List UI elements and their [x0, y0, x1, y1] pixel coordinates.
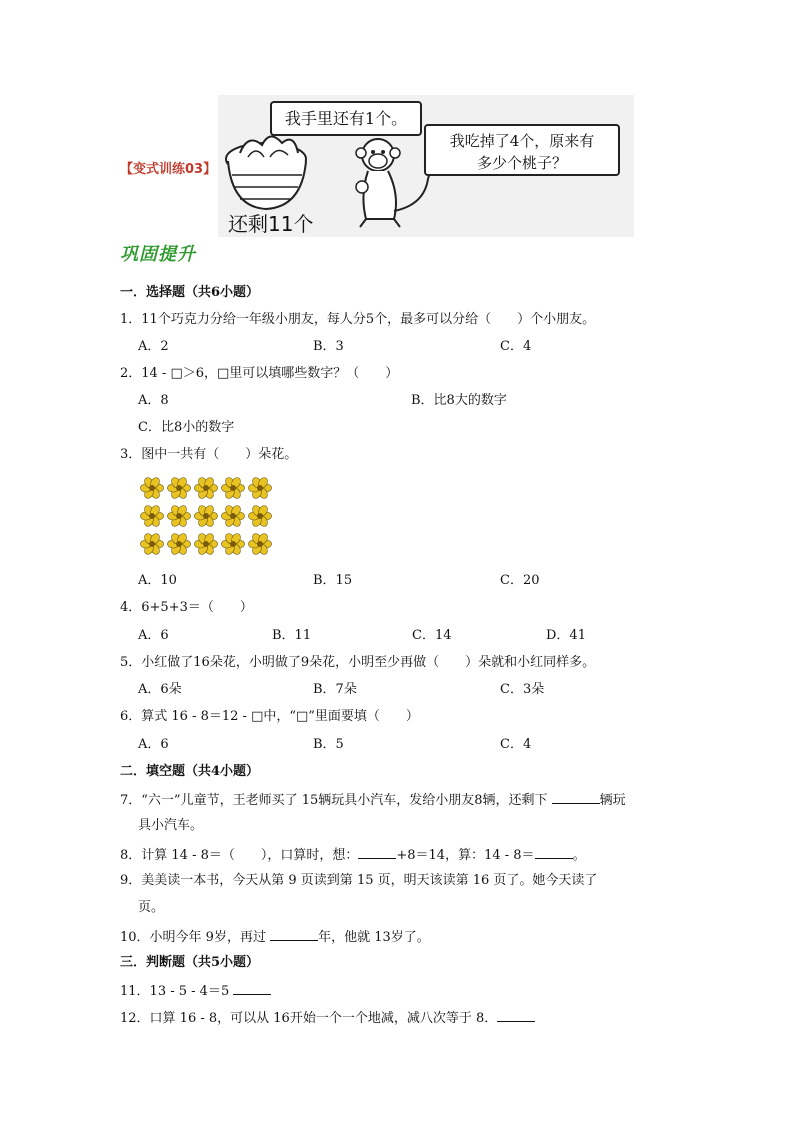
flower: [249, 476, 272, 500]
remain-caption: 还剩11个: [228, 212, 314, 236]
flower-grid: [138, 474, 278, 560]
q1-text: 1．11个巧克力分给一年级小朋友，每人分5个，最多可以分给（ ）个小朋友。: [120, 312, 596, 327]
variant-training-tag: 【变式训练03】: [120, 162, 217, 177]
q5-option-b[interactable]: B．7朵: [313, 682, 357, 697]
q8-blank-1[interactable]: [358, 846, 396, 859]
q2-option-a[interactable]: A．8: [138, 393, 169, 408]
q4-option-a[interactable]: A．6: [138, 628, 169, 643]
flower: [168, 504, 191, 528]
q11-answer-blank[interactable]: [233, 982, 271, 995]
section-heading: 巩固提升: [120, 244, 196, 265]
q6-option-c[interactable]: C．4: [500, 737, 532, 752]
q3-option-b[interactable]: B．15: [313, 573, 353, 588]
q8-blank-2[interactable]: [535, 846, 573, 859]
flower: [141, 532, 164, 556]
q12-answer-blank[interactable]: [497, 1009, 535, 1022]
flower: [168, 532, 191, 556]
q5-option-c[interactable]: C．3朵: [500, 682, 545, 697]
part1-title: 一．选择题（共6小题）: [120, 285, 260, 300]
flower: [249, 532, 272, 556]
q3-text: 3．图中一共有（ ）朵花。: [120, 447, 298, 462]
flower: [222, 476, 245, 500]
q5-text: 5．小红做了16朵花，小明做了9朵花，小明至少再做（ ）朵就和小红同样多。: [120, 655, 596, 670]
q7-text-a: 7．“六一”儿童节，王老师买了 15辆玩具小汽车，发给小朋友8辆，还剩下: [120, 793, 552, 808]
flower: [222, 532, 245, 556]
q6-option-b[interactable]: B．5: [313, 737, 344, 752]
flower: [249, 504, 272, 528]
q7-line2: 具小汽车。: [138, 818, 204, 833]
q2-option-b[interactable]: B．比8大的数字: [411, 393, 507, 408]
q4-text: 4．6+5+3＝（ ）: [120, 600, 253, 615]
q12-text: 12．口算 16 - 8，可以从 16开始一个一个地减，减八次等于 8．: [120, 1011, 498, 1026]
part2-title: 二．填空题（共4小题）: [120, 764, 260, 779]
q12-line: [120, 1009, 535, 1027]
q7-answer-blank[interactable]: [552, 791, 600, 804]
q1-option-a[interactable]: A．2: [138, 339, 169, 354]
q10-answer-blank[interactable]: [270, 928, 318, 941]
q10-line: [120, 928, 430, 946]
flower: [141, 504, 164, 528]
q1-option-b[interactable]: B．3: [313, 339, 344, 354]
q3-option-a[interactable]: A．10: [138, 573, 177, 588]
q10-text-b: 年，他就 13岁了。: [318, 930, 430, 945]
q6-option-a[interactable]: A．6: [138, 737, 169, 752]
bubble-right-line2: 多少个桃子？: [476, 154, 567, 172]
q9-line2: 页。: [138, 900, 165, 915]
speech-bubble-left: 我手里还有1个。: [270, 101, 422, 136]
q3-option-c[interactable]: C．20: [500, 573, 540, 588]
q8-text-a: 8．计算 14 - 8＝（ ），口算时，想：: [120, 848, 359, 863]
q4-option-d[interactable]: D．41: [546, 628, 586, 643]
flower: [195, 504, 218, 528]
flower: [222, 504, 245, 528]
q10-text-a: 10．小明今年 9岁，再过: [120, 930, 271, 945]
q4-option-b[interactable]: B．11: [272, 628, 312, 643]
part3-title: 三．判断题（共5小题）: [120, 955, 260, 970]
q11-line: [120, 982, 271, 1000]
speech-bubble-right: [424, 124, 620, 176]
flower: [168, 476, 191, 500]
q8-line: [120, 846, 586, 864]
bubble-right-line1: 我吃掉了4个，原来有: [449, 132, 595, 150]
q9-line1: 9．美美读一本书，今天从第 9 页读到第 15 页，明天该读第 16 页了。她今天读了: [120, 873, 598, 888]
q4-option-c[interactable]: C．14: [412, 628, 452, 643]
q7-text-b: 辆玩: [599, 793, 626, 808]
q8-text-c: 。: [572, 848, 586, 863]
q8-text-b: +8＝14，算：14 - 8＝: [396, 848, 535, 863]
q5-option-a[interactable]: A．6朵: [138, 682, 182, 697]
q2-text: 2．14 - □＞6，□里可以填哪些数字？（ ）: [120, 366, 399, 381]
q1-option-c[interactable]: C．4: [500, 339, 532, 354]
flower-grid-image: [138, 474, 278, 560]
q2-option-c[interactable]: C．比8小的数字: [138, 420, 235, 435]
flower: [195, 532, 218, 556]
flower: [195, 476, 218, 500]
flower: [141, 476, 164, 500]
q7-line1: [120, 791, 626, 809]
q11-text: 11．13 - 5 - 4＝5: [120, 984, 234, 999]
q6-text: 6．算式 16 - 8＝12 - □中，“□”里面要填（ ）: [120, 709, 419, 724]
